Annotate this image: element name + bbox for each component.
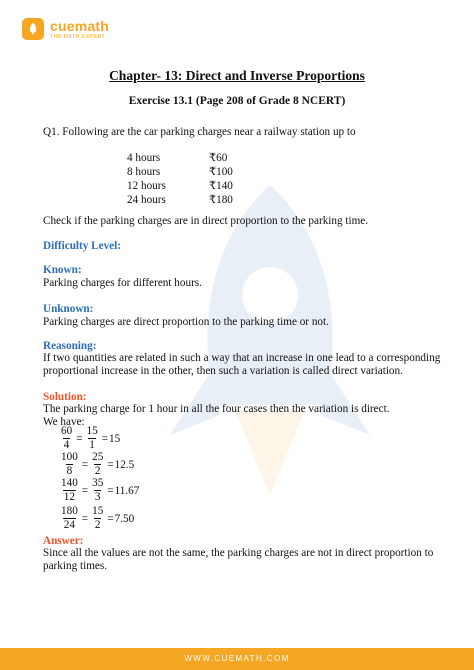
- reasoning-line-1: If two quantities are related in such a way that an increase in one lead to a corresponding: [43, 352, 441, 364]
- equation-result: 15: [109, 432, 121, 445]
- numerator: 180: [61, 505, 78, 517]
- answer-line-1: Since all the values are not the same, the parking charges are not in direct proportion to: [43, 547, 434, 559]
- cuemath-logo: [22, 18, 109, 40]
- question-label: Q1. Following are the car parking charges near a railway station up to: [43, 126, 356, 138]
- page-title: Chapter- 13: Direct and Inverse Proportions: [109, 68, 365, 83]
- rate-charge: ₹180: [209, 194, 233, 206]
- rate-row: [127, 193, 233, 207]
- equation-row: $\frac{100}{8}$ = $\frac{25}{2}$ = 12.5: [61, 451, 135, 477]
- denominator: 12: [63, 491, 75, 503]
- known-text: Parking charges for different hours.: [43, 277, 202, 289]
- solution-line-1: The parking charge for 1 hour in all the four cases then the variation is direct.: [43, 403, 390, 415]
- unknown-text: Parking charges are direct proportion to the parking time or not.: [43, 316, 329, 328]
- difficulty-heading: Difficulty Level:: [43, 240, 121, 252]
- rate-hours: 8 hours: [127, 166, 161, 178]
- numerator: 140: [61, 477, 78, 489]
- rate-hours: 12 hours: [127, 180, 166, 192]
- rate-charge: ₹100: [209, 166, 233, 178]
- page-subtitle: Exercise 13.1 (Page 208 of Grade 8 NCERT): [128, 95, 346, 107]
- fraction: [60, 506, 79, 531]
- solution-heading: Solution:: [43, 391, 87, 403]
- fraction: [91, 452, 104, 477]
- fraction: [60, 452, 79, 477]
- equation-result: 11.67: [114, 484, 140, 497]
- rate-charge: ₹140: [209, 180, 233, 192]
- check-text: Check if the parking charges are in direct proportion to the parking time.: [43, 215, 369, 227]
- solution-line-2: We have:: [43, 416, 85, 428]
- rate-row: [127, 151, 233, 165]
- numerator: 35: [92, 477, 104, 489]
- denominator: 4: [63, 439, 70, 451]
- numerator: 60: [61, 425, 73, 437]
- answer-heading: Answer:: [43, 535, 84, 547]
- numerator: 100: [61, 451, 78, 463]
- denominator: 1: [89, 439, 95, 451]
- denominator: 2: [94, 519, 101, 531]
- fraction: [91, 478, 104, 503]
- equation-row: $\frac{140}{12}$ = $\frac{35}{3}$ = 11.67: [61, 477, 140, 503]
- rate-row: [127, 179, 233, 193]
- equation-row: $\frac{60}{4}$ = $\frac{15}{1}$ = 15: [61, 425, 121, 451]
- rocket-logo-icon: [22, 18, 44, 40]
- numerator: 15: [92, 505, 104, 517]
- numerator: 15: [86, 425, 98, 437]
- rates-table: [127, 151, 233, 207]
- denominator: 2: [94, 465, 101, 477]
- answer-line-2: parking times.: [43, 560, 108, 572]
- unknown-heading: Unknown:: [43, 303, 94, 315]
- numerator: 25: [92, 451, 104, 463]
- equation-row: $\frac{180}{24}$ = $\frac{15}{2}$ = 7.50: [61, 505, 135, 531]
- rate-hours: 4 hours: [127, 152, 161, 164]
- equation-result: 12.5: [114, 458, 135, 471]
- footer-url: WWW.CUEMATH.COM: [0, 648, 474, 670]
- reasoning-line-2: proportional increase in the other, then such a variation is called direct variation.: [43, 365, 403, 377]
- equation-result: 7.50: [114, 512, 135, 525]
- denominator: 24: [63, 519, 75, 531]
- rate-hours: 24 hours: [127, 194, 166, 206]
- fraction: [86, 426, 99, 451]
- question-text: [43, 126, 356, 139]
- fraction: [60, 478, 79, 503]
- logo-tagline: THE MATH EXPERT: [50, 33, 106, 40]
- denominator: 8: [66, 465, 73, 477]
- fraction: [60, 426, 73, 451]
- known-heading: Known:: [43, 264, 82, 276]
- fraction: [91, 506, 104, 531]
- logo-name: cuemath: [50, 17, 109, 34]
- denominator: 3: [94, 491, 101, 503]
- rate-charge: ₹60: [209, 152, 228, 164]
- reasoning-heading: Reasoning:: [43, 340, 97, 352]
- rate-row: [127, 165, 233, 179]
